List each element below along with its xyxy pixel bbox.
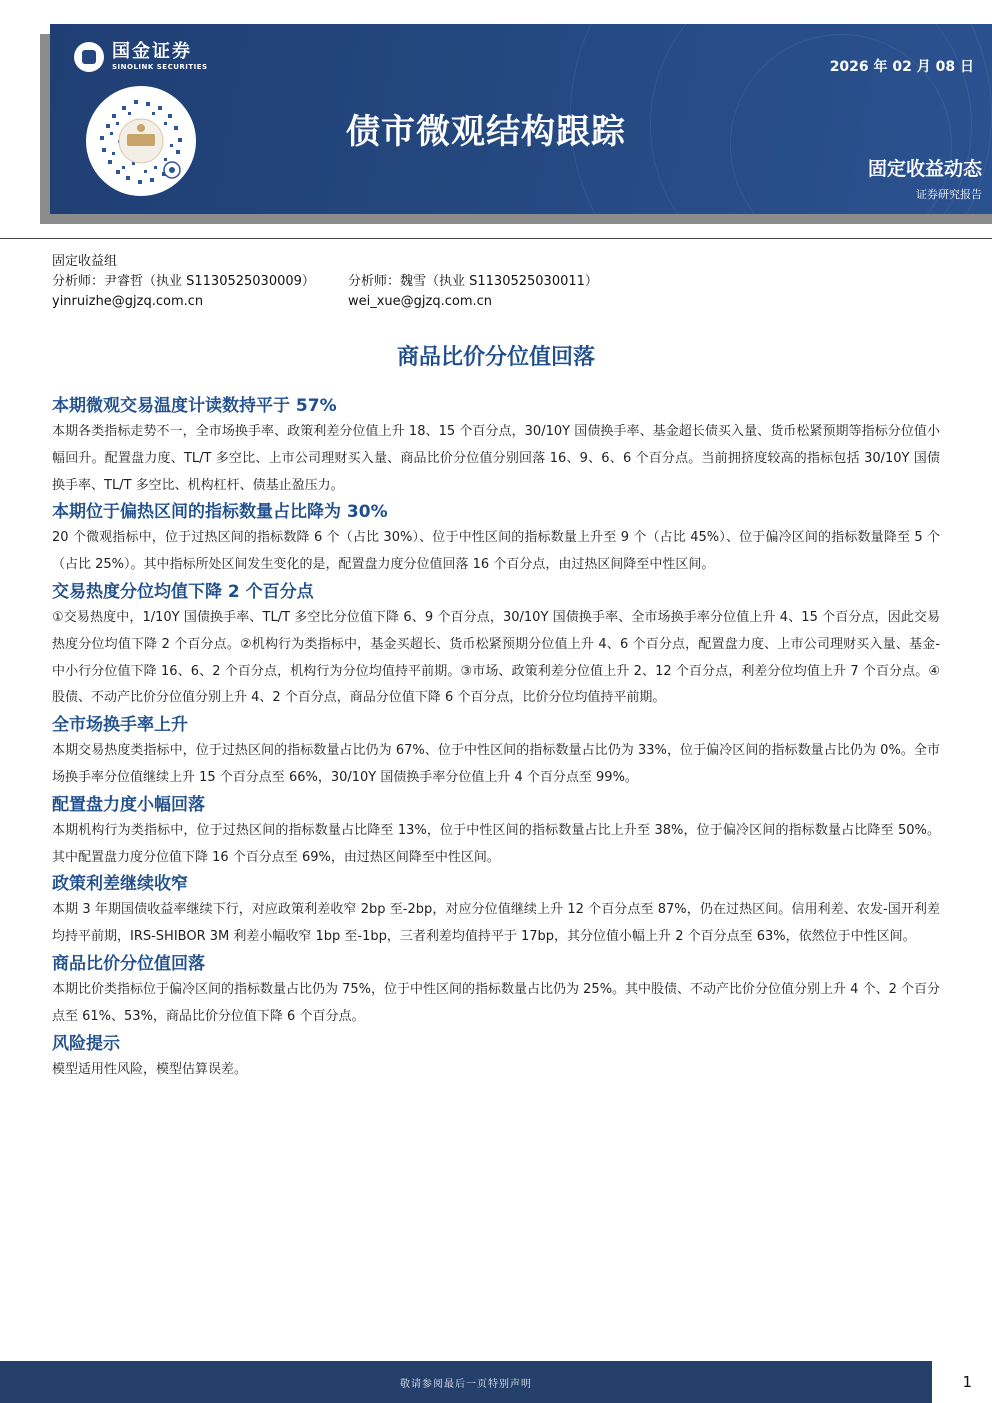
section-heading: 风险提示	[52, 1033, 120, 1054]
research-group: 固定收益组	[52, 254, 118, 269]
section-commodity-ratio	[52, 951, 940, 1031]
section-policy-spread	[52, 871, 940, 951]
report-subtitle: 证券研究报告	[916, 188, 982, 201]
footer-disclaimer: 敬请参阅最后一页特别声明	[400, 1379, 532, 1390]
report-type: 固定收益动态	[867, 158, 982, 180]
analyst-2: 分析师：魏雪（执业 S1130525030011）	[348, 274, 598, 289]
section-heading: 本期微观交易温度计读数持平于 57%	[52, 396, 337, 416]
analyst-block	[52, 252, 598, 312]
section-heading: 商品比价分位值回落	[52, 953, 205, 974]
section-body: 本期机构行为类指标中，位于过热区间的指标数量占比降至 13%，位于中性区间的指标数量占比上升至 38%，位于偏冷区间的指标数量占比降至 50%。其中配置盘力度分位值下降 16 个百分点至 69%，由过热区间降至中性区间。	[52, 822, 940, 865]
section-body: 本期交易热度类指标中，位于过热区间的指标数量占比仍为 67%、位于中性区间的指标数量占比仍为 33%，位于偏冷区间的指标数量占比仍为 0%。全市场换手率分位值继续上升 15 个百分点至 66%，30/10Y 国债换手率分位值上升 4 个百分点至 99%。	[52, 743, 940, 785]
analyst-1-email[interactable]: yinruizhe@gjzq.com.cn	[52, 294, 204, 309]
header-divider	[0, 238, 992, 239]
section-thermometer	[52, 393, 940, 499]
section-heading: 政策利差继续收窄	[52, 874, 188, 895]
section-trading-heat	[52, 579, 940, 712]
section-heading: 交易热度分位均值下降 2 个百分点	[52, 581, 314, 602]
section-heading: 配置盘力度小幅回落	[52, 794, 205, 815]
page-number: 1	[962, 1373, 972, 1391]
report-body	[52, 393, 940, 1083]
section-heading: 全市场换手率上升	[52, 715, 188, 736]
company-logo	[74, 42, 208, 72]
section-body: 20 个微观指标中，位于过热区间的指标数降 6 个（占比 30%）、位于中性区间的指标数量上升至 9 个（占比 45%）、位于偏冷区间的指标数量降至 5 个（占比 25%）。其中指标所处区间发生变化的是，配置盘力度分位值回落 16 个百分点，由过热区间降至中性区间。	[52, 530, 940, 573]
section-body: 本期 3 年期国债收益率继续下行，对应政策利差收窄 2bp 至-2bp，对应分位值继续上升 12 个百分点至 87%，仍在过热区间。信用利差、农发-国开利差均持平前期，IRS-SHIBOR 3M 利差小幅收窄 1bp 至-1bp，三者利差均值持平于 17bp，其分位值小幅上升 2 个百分点至 63%，依然位于中性区间。	[52, 902, 940, 945]
section-turnover	[52, 712, 940, 792]
section-body: 模型适用性风险，模型估算误差。	[52, 1061, 248, 1077]
section-body: 本期各类指标走势不一，全市场换手率、政策利差分位值上升 18、15 个百分点，30/10Y 国债换手率、基金超长债买入量、货币松紧预期等指标分位值小幅回升。配置盘力度、TL/T 多空比、上市公司理财买入量、商品比价分位值分别回落 16、9、6、6 个百分点。当前拥挤度较高的指标包括 30/10Y 国债换手率、TL/T 多空比、机构杠杆、债基止盈压力。	[52, 424, 940, 493]
section-risk	[52, 1031, 940, 1084]
report-title: 债市微观结构跟踪	[346, 112, 626, 152]
logo-cn: 国金证券	[112, 41, 192, 62]
analyst-1: 分析师：尹睿哲（执业 S1130525030009）	[52, 274, 315, 289]
section-body: 本期比价类指标位于偏冷区间的指标数量占比仍为 75%，位于中性区间的指标数量占比仍为 25%。其中股债、不动产比价分位值分别上升 4 个、2 个百分点至 61%、53%，商品比价分位值下降 6 个百分点。	[52, 981, 940, 1024]
report-date: 2026 年 02 月 08 日	[829, 59, 974, 75]
section-body: ①交易热度中，1/10Y 国债换手率、TL/T 多空比分位值下降 6、9 个百分点，30/10Y 国债换手率、全市场换手率分位值上升 4、15 个百分点，因此交易热度分位均值下降 2 个百分点。②机构行为类指标中，基金买超长、货币松紧预期分位值上升 4、6 个百分点，配置盘力度、上市公司理财买入量、基金-中小行分位值下降 16、6、2 个百分点，机构行为分位均值持平前期。③市场、政策利差分位值上升 2、12 个百分点，利差分位均值上升 7 个百分点。④股债、不动产比价分位值分别上升 4、2 个百分点，商品分位值下降 6 个百分点，比价分位均值持平前期。	[52, 609, 940, 706]
logo-mark-icon	[74, 42, 104, 72]
qr-code-icon[interactable]	[86, 86, 196, 196]
analyst-2-email[interactable]: wei_xue@gjzq.com.cn	[348, 294, 493, 309]
section-heading: 本期位于偏热区间的指标数量占比降为 30%	[52, 502, 388, 523]
section-hot-share	[52, 499, 940, 579]
logo-en: SINOLINK SECURITIES	[112, 63, 208, 71]
main-title: 商品比价分位值回落	[396, 345, 595, 370]
section-allocation	[52, 792, 940, 872]
